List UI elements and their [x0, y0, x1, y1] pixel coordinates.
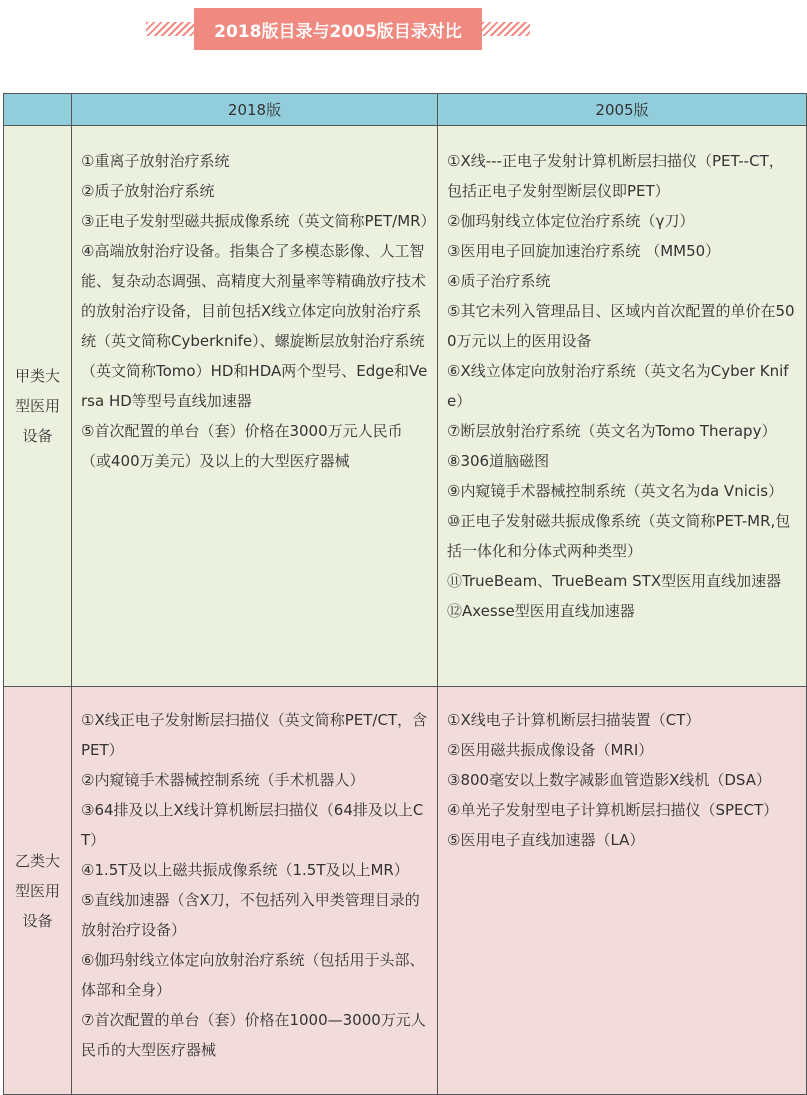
- class-a-2018-cell: [72, 126, 438, 687]
- list-item: ⑤其它未列入管理品目、区域内首次配置的单价在500万元以上的医用设备: [447, 302, 795, 350]
- list-item: ①X线---正电子发射计算机断层扫描仪（PET--CT，包括正电子发射型断层仪即PET）: [447, 152, 784, 200]
- table-header-row: [4, 94, 807, 126]
- category-label-line: 设备: [22, 911, 53, 930]
- category-label-line: 乙类大: [14, 851, 60, 870]
- list-item: ⑥伽玛射线立体定向放射治疗系统（包括用于头部、体部和全身）: [81, 951, 425, 999]
- list-item: ③800毫安以上数字减影血管造影X线机（DSA）: [447, 771, 771, 789]
- list-item: ②内窥镜手术器械控制系统（手术机器人）: [81, 771, 365, 789]
- list-item: ②质子放射治疗系统: [81, 182, 215, 200]
- table-row-class-a: [4, 126, 807, 687]
- category-cell-class-b: [4, 687, 72, 1095]
- list-item: ④单光子发射型电子计算机断层扫描仪（SPECT）: [447, 801, 779, 819]
- list-item: ⑦首次配置的单台（套）价格在1000—3000万元人民币的大型医疗器械: [81, 1011, 426, 1059]
- class-a-2018-list: [81, 146, 436, 476]
- class-b-2018-cell: [72, 687, 438, 1095]
- list-item: ⑫Axesse型医用直线加速器: [447, 602, 635, 620]
- list-item: ⑤直线加速器（含X刀，不包括列入甲类管理目录的放射治疗设备）: [81, 891, 420, 939]
- header-decorative-stripes-right: [482, 22, 530, 36]
- list-item: ①X线电子计算机断层扫描装置（CT）: [447, 711, 701, 729]
- list-item: ⑨内窥镜手术器械控制系统（英文名为da Vnicis）: [447, 482, 784, 500]
- page-title: 2018版目录与2005版目录对比: [194, 8, 482, 50]
- list-item: ①重离子放射治疗系统: [81, 152, 230, 170]
- list-item: ②医用磁共振成像设备（MRI）: [447, 741, 654, 759]
- list-item: ⑪TrueBeam、TrueBeam STX型医用直线加速器: [447, 572, 782, 590]
- category-label-line: 型医用: [14, 397, 60, 415]
- header-decorative-stripes-left: [146, 22, 194, 36]
- table-row-class-b: [4, 687, 807, 1095]
- list-item: ④1.5T及以上磁共振成像系统（1.5T及以上MR）: [81, 861, 409, 879]
- category-cell-class-a: [4, 126, 72, 687]
- list-item: ⑤医用电子直线加速器（LA）: [447, 831, 645, 849]
- class-a-2005-cell: [438, 126, 807, 687]
- class-b-2005-cell: [438, 687, 807, 1095]
- list-item: ⑦断层放射治疗系统（英文名为Tomo Therapy）: [447, 422, 777, 440]
- list-item: ⑧306道脑磁图: [447, 452, 550, 470]
- category-label-line: 甲类大: [14, 367, 60, 385]
- class-b-2018-list: [81, 705, 429, 1065]
- category-label-line: 设备: [22, 427, 53, 445]
- list-item: ③正电子发射型磁共振成像系统（英文简称PET/MR）: [81, 212, 436, 230]
- list-item: ③64排及以上X线计算机断层扫描仪（64排及以上CT）: [81, 801, 424, 849]
- list-item: ⑤首次配置的单台（套）价格在3000万元人民币（或400万美元）及以上的大型医疗器械: [81, 422, 403, 470]
- list-item: ⑥X线立体定向放射治疗系统（英文名为Cyber Knife）: [447, 362, 789, 410]
- list-item: ④高端放射治疗设备。指集合了多模态影像、人工智能、复杂动态调强、高精度大剂量率等精确放疗技术的放射治疗设备，目前包括X线立体定向放射治疗系统（英文简称Cyberknife）、螺旋断层放射治疗系统（英文简称Tomo）HD和HDA两个型号、Edge和Versa HD等型号直线加速器: [81, 242, 428, 410]
- list-item: ②伽玛射线立体定位治疗系统（γ刀）: [447, 212, 695, 230]
- list-item: ④质子治疗系统: [447, 272, 551, 290]
- comparison-table: [3, 93, 807, 1095]
- header-cell-2018: 2018版: [72, 94, 438, 126]
- category-label-line: 型医用: [14, 881, 60, 900]
- list-item: ⑩正电子发射磁共振成像系统（英文简称PET-MR,包括一体化和分体式两种类型）: [447, 512, 791, 560]
- list-item: ③医用电子回旋加速治疗系统 （MM50）: [447, 242, 721, 260]
- header-cell-2005: 2005版: [438, 94, 807, 126]
- page-header: [146, 8, 530, 50]
- header-cell-category: [4, 94, 72, 126]
- class-b-2005-list: [447, 705, 798, 855]
- class-a-2005-list: [447, 146, 798, 626]
- list-item: ①X线正电子发射断层扫描仪（英文简称PET/CT，含PET）: [81, 711, 428, 759]
